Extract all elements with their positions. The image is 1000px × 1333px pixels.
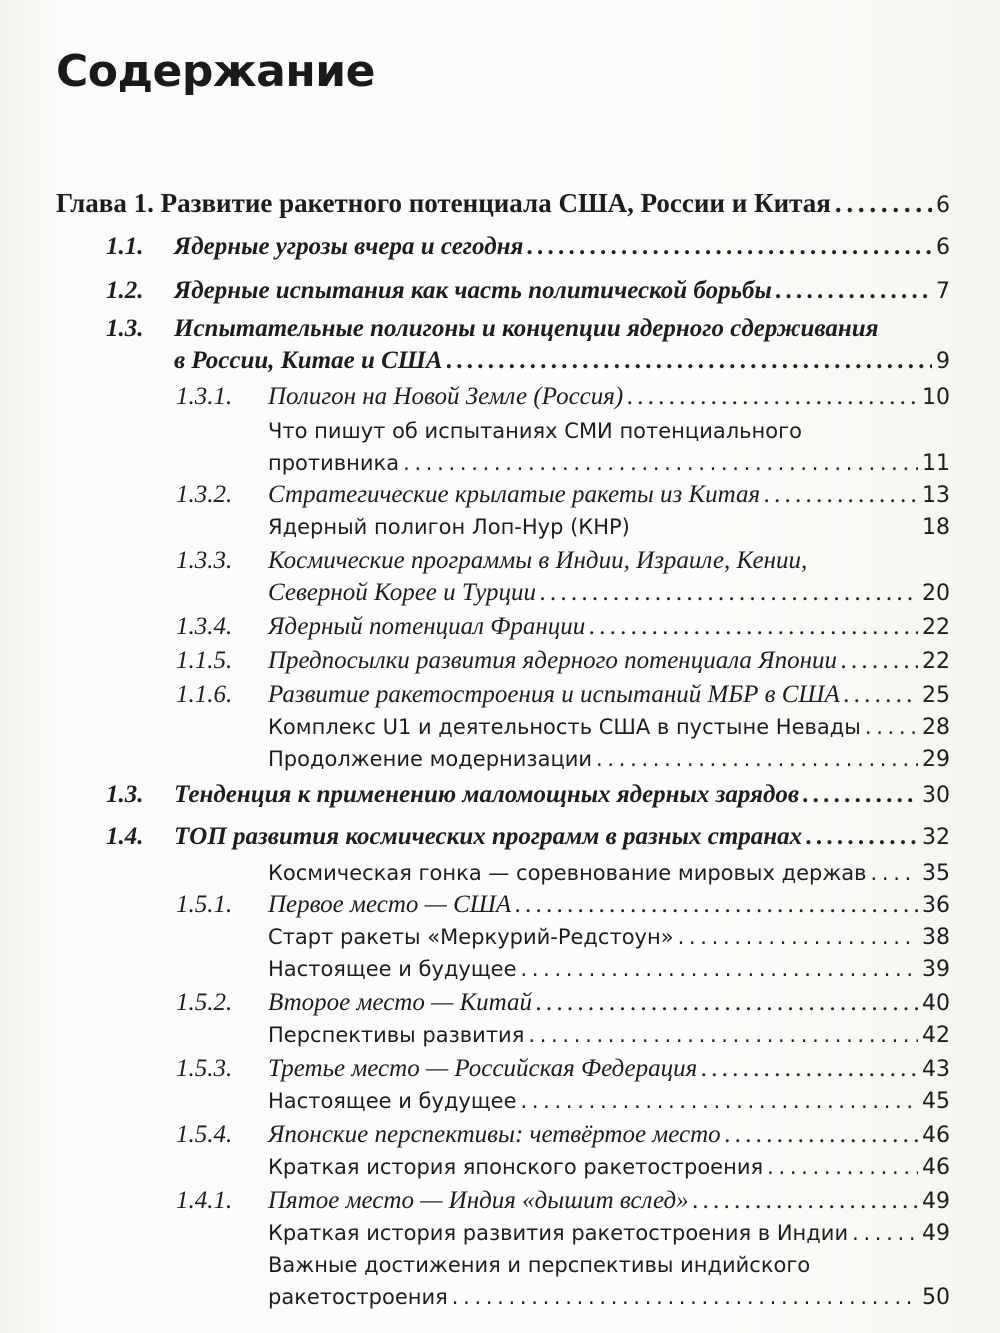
toc-entry-1-3[interactable] — [106, 346, 950, 376]
leader-dots — [693, 1186, 918, 1216]
toc-entry-1-5-2[interactable] — [176, 988, 950, 1018]
toc-entry-present-future-usa[interactable] — [268, 954, 950, 984]
toc-page-number: 42 — [922, 1023, 950, 1048]
toc-entry-1-3-line1[interactable] — [106, 314, 950, 344]
toc-entry-label: Настоящее и будущее — [268, 1089, 517, 1113]
toc-page-number: 46 — [922, 1155, 950, 1180]
toc-entry-number: 1.3.4. — [176, 613, 233, 640]
toc-entry-label: Третье место — Российская Федерация — [268, 1055, 698, 1082]
toc-page-number: 35 — [922, 861, 950, 886]
toc-page-number: 45 — [922, 1089, 950, 1114]
toc-page-number: 32 — [922, 825, 950, 850]
leader-dots — [527, 232, 932, 262]
toc-page-number: 50 — [922, 1285, 950, 1310]
toc-entry-number: 1.1.5. — [176, 647, 233, 674]
leader-dots — [520, 954, 918, 984]
toc-entry-1-2[interactable] — [106, 276, 950, 306]
toc-entry-1-3-trend[interactable] — [106, 780, 950, 810]
toc-entry-1-4-1[interactable] — [176, 1186, 950, 1216]
toc-entry-label: Ядерный полигон Лоп-Нур (КНР) — [268, 515, 630, 539]
toc-entry-label: Настоящее и будущее — [268, 957, 517, 981]
toc-entry-number: 1.3.3. — [176, 547, 233, 574]
toc-entry-label: Северной Корее и Турции — [268, 579, 536, 606]
toc-entry-label: Продолжение модернизации — [268, 747, 593, 771]
toc-page-number: 20 — [922, 581, 950, 606]
toc-page-number: 49 — [922, 1221, 950, 1246]
leader-dots — [852, 1218, 918, 1248]
toc-page-number: 36 — [922, 893, 950, 918]
leader-dots — [596, 744, 918, 774]
toc-entry-label: Перспективы развития — [268, 1023, 525, 1047]
toc-entry-label-line1: Важные достижения и перспективы индийского — [268, 1253, 811, 1277]
toc-entry-number: 1.5.4. — [176, 1121, 233, 1148]
toc-entry-modernization[interactable] — [268, 744, 950, 774]
toc-entry-label: Тенденция к применению маломощных ядерных зарядов — [174, 781, 800, 808]
toc-entry-india-achievements[interactable] — [268, 1282, 950, 1312]
leader-dots — [447, 346, 932, 376]
toc-entry-label: Старт ракеты «Меркурий-Редстоун» — [268, 925, 674, 949]
leader-dots — [701, 1054, 918, 1084]
toc-entry-number: 1.3. — [106, 781, 144, 808]
leader-dots — [767, 1152, 918, 1182]
toc-entry-label: Пятое место — Индия «дышит вслед» — [268, 1187, 689, 1214]
leader-dots — [841, 646, 918, 676]
toc-entry-label: Краткая история развития ракетостроения в Индии — [268, 1221, 849, 1245]
toc-page-number: 6 — [936, 235, 950, 260]
toc-entry-label: противника — [268, 451, 400, 475]
toc-entry-number: 1.3.1. — [176, 383, 233, 410]
toc-entry-label-line1: Что пишут об испытаниях СМИ потенциального — [268, 419, 802, 443]
toc-entry-label: Полигон на Новой Земле (Россия) — [268, 383, 624, 410]
leader-dots — [678, 922, 918, 952]
toc-entry-1-3-3-line1[interactable] — [176, 546, 950, 576]
leader-dots — [589, 612, 918, 642]
toc-page-number: 22 — [922, 649, 950, 674]
page-title: Содержание — [56, 46, 375, 97]
leader-dots — [403, 448, 918, 478]
toc-entry-1-5-4[interactable] — [176, 1120, 950, 1150]
toc-entry-india-history[interactable] — [268, 1218, 950, 1248]
toc-page-number: 46 — [922, 1123, 950, 1148]
leader-dots — [764, 480, 918, 510]
toc-page-number: 28 — [922, 715, 950, 740]
toc-entry-label: в России, Китае и США — [174, 347, 443, 374]
toc-page-number: 25 — [922, 683, 950, 708]
toc-entry-label: Японские перспективы: четвёртое место — [268, 1121, 721, 1148]
toc-page-number: 29 — [922, 747, 950, 772]
toc-entry-japan-history[interactable] — [268, 1152, 950, 1182]
leader-dots — [540, 578, 918, 608]
toc-entry-1-3-1[interactable] — [176, 382, 950, 412]
toc-entry-media-line1[interactable] — [268, 416, 950, 446]
toc-chapter-1[interactable] — [56, 188, 950, 218]
leader-dots — [865, 712, 918, 742]
toc-entry-1-3-2[interactable] — [176, 480, 950, 510]
toc-entry-mercury[interactable] — [268, 922, 950, 952]
toc-entry-label: Первое место — США — [268, 891, 512, 918]
toc-entry-space-race[interactable] — [268, 858, 950, 888]
toc-entry-present-future-russia[interactable] — [268, 1086, 950, 1116]
leader-dots — [806, 822, 918, 852]
toc-entry-label-line1: Испытательные полигоны и концепции ядерного сдерживания — [174, 315, 879, 342]
toc-entry-label: Ядерные испытания как часть политической борьбы — [174, 277, 772, 304]
toc-entry-1-1-6[interactable] — [176, 680, 950, 710]
toc-entry-1-1-5[interactable] — [176, 646, 950, 676]
toc-entry-1-3-4[interactable] — [176, 612, 950, 642]
toc-entry-lop-nur[interactable] — [268, 512, 950, 542]
leader-dots — [515, 890, 918, 920]
leader-dots — [835, 188, 932, 218]
toc-page-number: 38 — [922, 925, 950, 950]
toc-entry-1-1[interactable] — [106, 232, 950, 262]
toc-page-number: 49 — [922, 1189, 950, 1214]
toc-entry-number: 1.5.3. — [176, 1055, 233, 1082]
leader-dots — [528, 1020, 918, 1050]
toc-entry-number: 1.4.1. — [176, 1187, 233, 1214]
toc-page-number: 18 — [922, 515, 950, 540]
toc-page-number: 40 — [922, 991, 950, 1016]
toc-entry-number: 1.3. — [106, 315, 144, 342]
leader-dots — [520, 1086, 918, 1116]
toc-page-number: 22 — [922, 615, 950, 640]
toc-entry-number: 1.5.1. — [176, 891, 233, 918]
toc-entry-label: Космическая гонка — соревнование мировых держав — [268, 861, 867, 885]
toc-entry-label: Ядерные угрозы вчера и сегодня — [174, 233, 524, 260]
toc-entry-media[interactable] — [268, 448, 950, 478]
toc-entry-number: 1.1.6. — [176, 681, 233, 708]
leader-dots — [627, 382, 918, 412]
toc-entry-number: 1.3.2. — [176, 481, 233, 508]
leader-dots — [776, 276, 932, 306]
toc-page-number: 43 — [922, 1057, 950, 1082]
leader-dots — [803, 780, 918, 810]
leader-dots — [725, 1120, 918, 1150]
toc-entry-label-line1: Космические программы в Индии, Израиле, Кении, — [268, 547, 808, 574]
toc-page-number: 30 — [922, 783, 950, 808]
toc-page-number: 6 — [936, 193, 950, 218]
toc-page-number: 9 — [936, 349, 950, 374]
toc-entry-1-4[interactable] — [106, 822, 950, 852]
toc-page-number: 7 — [936, 279, 950, 304]
toc-page-number: 11 — [922, 451, 950, 476]
leader-dots — [844, 680, 918, 710]
toc-entry-label: Развитие ракетостроения и испытаний МБР в США — [268, 681, 840, 708]
toc-entry-label: Предпосылки развития ядерного потенциала Японии — [268, 647, 837, 674]
toc-entry-label: Глава 1. Развитие ракетного потенциала США, России и Китая — [56, 188, 831, 218]
leader-dots — [452, 1282, 918, 1312]
toc-entry-label: ракетостроения — [268, 1285, 448, 1309]
toc-entry-label: Стратегические крылатые ракеты из Китая — [268, 481, 761, 508]
toc-page-number: 39 — [922, 957, 950, 982]
toc-entry-1-5-1[interactable] — [176, 890, 950, 920]
toc-entry-1-3-3[interactable] — [176, 578, 950, 608]
toc-entry-india-achievements-line1[interactable] — [268, 1250, 950, 1280]
toc-page-number: 10 — [922, 385, 950, 410]
toc-entry-label: Комплекс U1 и деятельность США в пустыне Невады — [268, 715, 861, 739]
leader-dots — [871, 858, 918, 888]
toc-entry-number: 1.4. — [106, 823, 144, 850]
toc-entry-number: 1.5.2. — [176, 989, 233, 1016]
toc-entry-label: ТОП развития космических программ в разных странах — [174, 823, 803, 850]
leader-dots — [536, 988, 918, 1018]
toc-entry-prospects[interactable] — [268, 1020, 950, 1050]
toc-page-number: 13 — [922, 483, 950, 508]
toc-entry-1-5-3[interactable] — [176, 1054, 950, 1084]
toc-entry-number: 1.2. — [106, 277, 144, 304]
toc-entry-label: Ядерный потенциал Франции — [268, 613, 586, 640]
toc-entry-number: 1.1. — [106, 233, 144, 260]
toc-entry-label: Второе место — Китай — [268, 989, 533, 1016]
toc-entry-label: Краткая история японского ракетостроения — [268, 1155, 764, 1179]
toc-entry-u1[interactable] — [268, 712, 950, 742]
